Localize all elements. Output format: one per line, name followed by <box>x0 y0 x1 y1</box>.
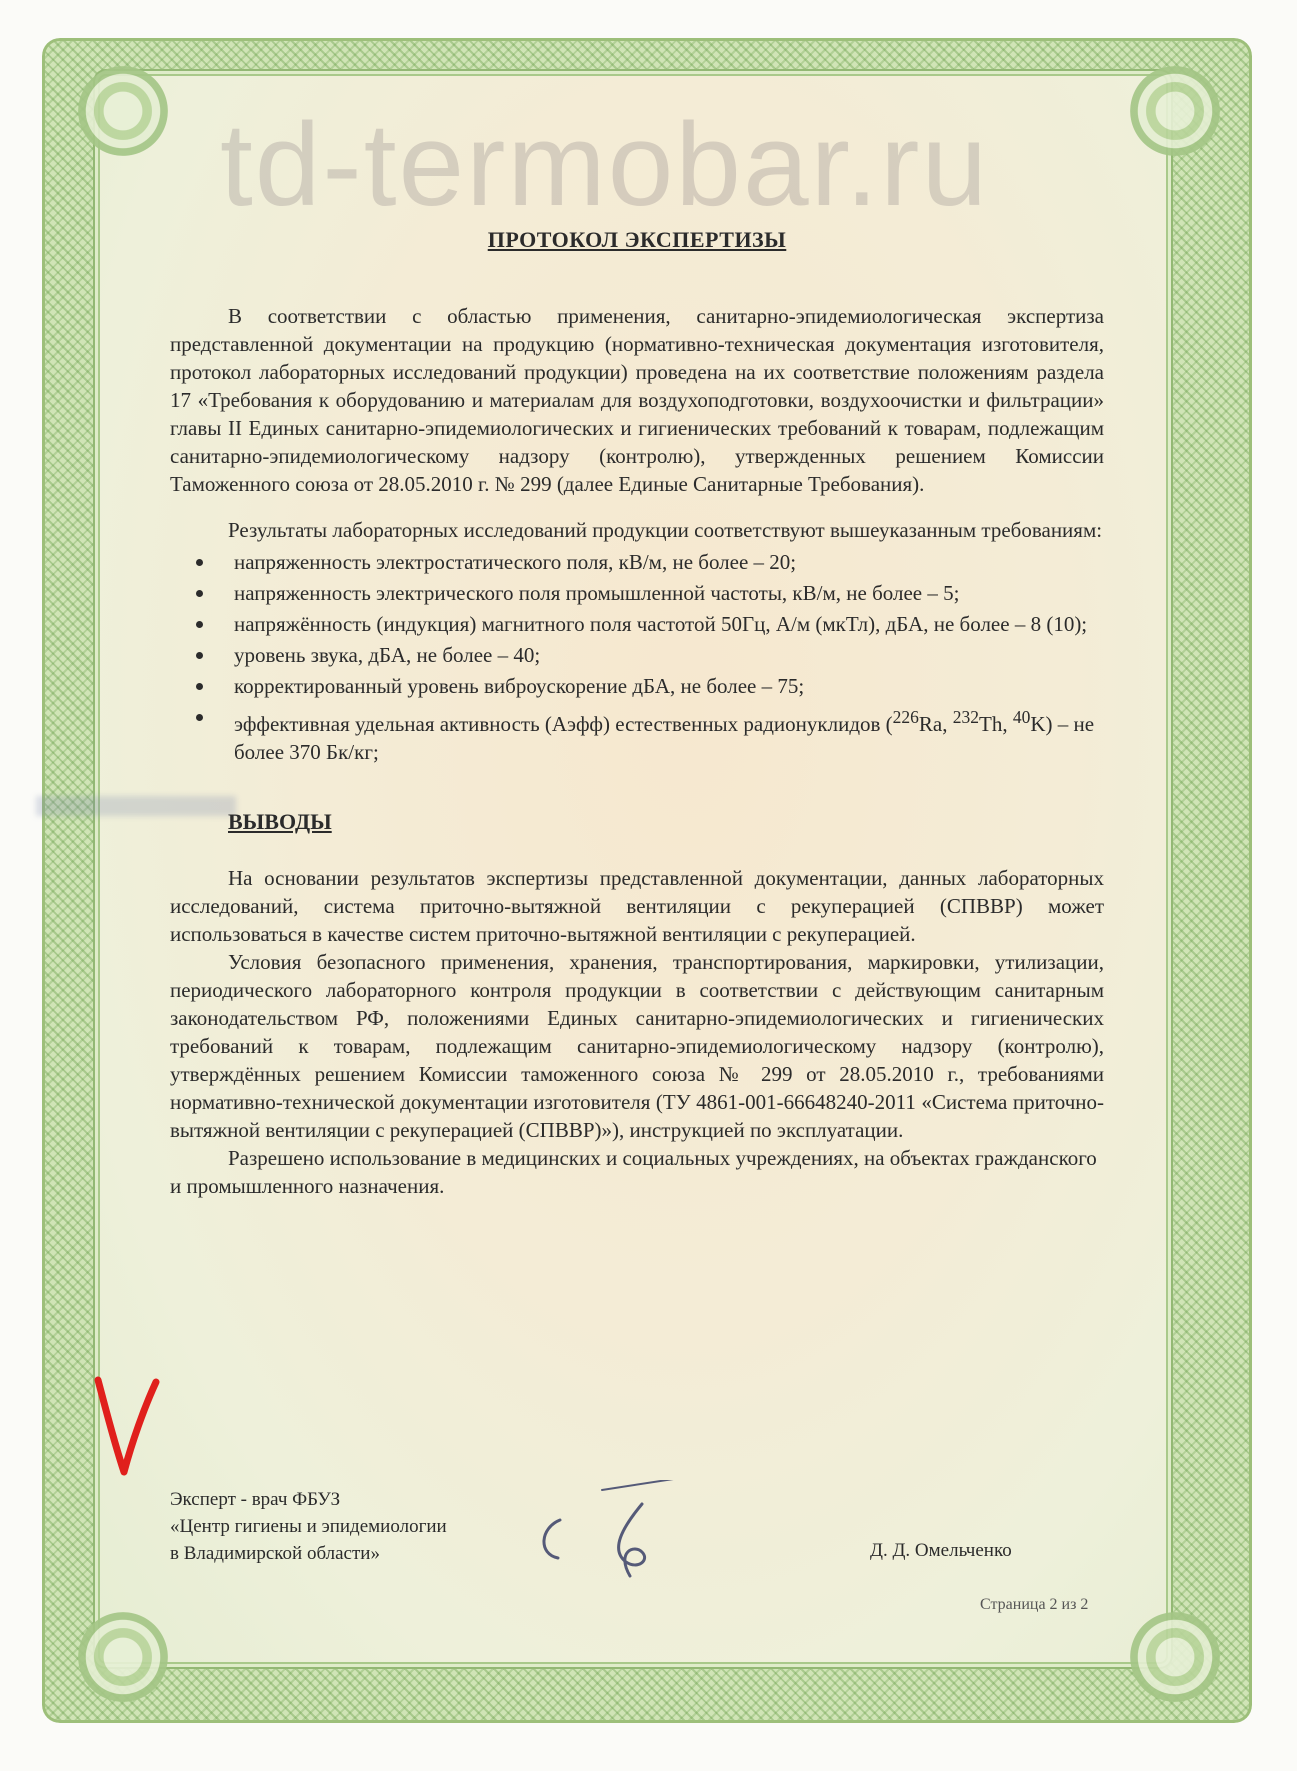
intro-paragraph: В соответствии с областью применения, санитарно-эпидемиологическая экспертиза представленной документации на продукцию (нормативно-техническая документация изготовителя, протокол лабораторных исследований продукции) проведена на их соответствие положениям раздела 17 «Требования к оборудованию и материалам для воздухоподготовки, воздухоочистки и фильтрации» главы II Единых санитарно-эпидемиологических и гигиенических требований к товарам, подлежащим санитарно-эпидемиологическому надзору (контролю), утвержденных решением Комиссии Таможенного союза от 28.05.2010 г. № 299 (далее Единые Санитарные Требования). <box>170 304 1104 496</box>
list-item: уровень звука, дБА, не более – 40; <box>170 641 1104 669</box>
corner-ornament <box>1130 66 1220 156</box>
conclusion-paragraph: Разрешено использование в медицинских и социальных учреждениях, на объектах гражданского и промышленного назначения. <box>170 1146 1097 1198</box>
bullet-icon <box>196 652 203 659</box>
list-item: напряженность электрического поля промышленной частоты, кВ/м, не более – 5; <box>170 579 1104 607</box>
red-checkmark-icon <box>92 1372 162 1482</box>
requirements-list <box>170 548 1104 766</box>
corner-ornament <box>78 66 168 156</box>
list-item: напряженность электростатического поля, кВ/м, не более – 20; <box>170 548 1104 576</box>
signatory-block <box>170 1486 500 1567</box>
signatory-organization: «Центр гигиены и эпидемиологии <box>170 1516 447 1537</box>
conclusion-paragraph: Условия безопасного применения, хранения, транспортирования, маркировки, утилизации, периодического лабораторного контроля продукции в соответствии с действующим санитарным законодательством РФ, положениями Единых санитарно-эпидемиологических и гигиенических требований к товарам, подлежащим санитарно-эпидемиологическому надзору (контролю), утверждённых решением Комиссии таможенного союза № 299 от 28.05.2010 г., требованиями нормативно-технической документации изготовителя (ТУ 4861-001-66648240-2011 «Система приточно-вытяжной вентиляции с рекуперацией (СПВВР)»), инструкцией по эксплуатации. <box>170 950 1104 1142</box>
signatory-title: Эксперт - врач ФБУЗ <box>170 1489 341 1510</box>
handwritten-signature-icon <box>530 1480 700 1590</box>
watermark: td-termobar.ru <box>220 99 990 231</box>
results-intro: Результаты лабораторных исследований продукции соответствуют вышеуказанным требованиям: <box>228 518 1103 542</box>
conclusion-paragraph: На основании результатов экспертизы представленной документации, данных лабораторных исследований, система приточно-вытяжной вентиляции с рекуперацией (СПВВР) может использоваться в качестве систем приточно-вытяжной вентиляции с рекуперацией. <box>170 866 1104 946</box>
document-title: ПРОТОКОЛ ЭКСПЕРТИЗЫ <box>487 227 787 252</box>
signatory-region: в Владимирской области» <box>170 1543 380 1564</box>
bullet-icon <box>196 621 203 628</box>
list-item-radionuclides: эффективная удельная активность (Аэфф) естественных радионуклидов ($^{226}$Ra, $^{232}$Th, $^{40}$K) – не более 370 Бк/кг; <box>170 703 1104 766</box>
list-item: напряжённость (индукция) магнитного поля частотой 50Гц, А/м (мкТл), дБА, не более – 8 (10); <box>170 610 1104 638</box>
bullet-icon <box>196 714 203 721</box>
signatory-name: Д. Д. Омельченко <box>870 1540 1012 1561</box>
bullet-icon <box>196 559 203 566</box>
document-body <box>170 214 1104 1200</box>
corner-ornament <box>1130 1612 1220 1702</box>
corner-ornament <box>78 1612 168 1702</box>
list-item: корректированный уровень виброускорение дБА, не более – 75; <box>170 672 1104 700</box>
bullet-icon <box>196 590 203 597</box>
page-number: Страница 2 из 2 <box>980 1596 1089 1613</box>
conclusions-heading: ВЫВОДЫ <box>228 809 332 834</box>
bullet-icon <box>196 683 203 690</box>
